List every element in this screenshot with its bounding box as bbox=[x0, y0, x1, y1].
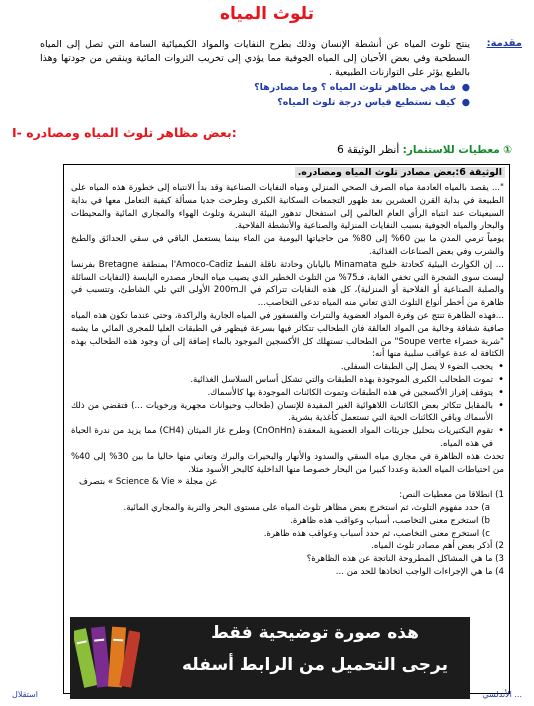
doc-paragraph: ... إن الكوارث البيئية كحادثة خليج Minamata باليابان وحادثة ناقلة النفط l'Amoco-Cadiz بمنطقة Bretagne بفرنسا ليست سوى الشجرة التي تخفي الغابة، فـ75% من التلوث الخطير الذي يصيب مياه البحار مصدره اليابسة (النفايات السائلة والصلبة الصناعية أو الفلاحية أو المنزلية)، كل هذه النفايات تتراكم في الـ200m الأولى التي تلي الشاطئ، وتتسبب في ظاهرة من أخطر أنواع التلوث الذي تعاني منه المياه تدعى التخاصب... bbox=[71, 259, 505, 309]
doc-source: عن مجلة « Science & Vie » بتصرف bbox=[79, 477, 218, 488]
doc-question: b) استخرج معنى التخاصب، أسباب وعواقب هذه ظاهرة. bbox=[290, 515, 490, 526]
subsection-label: معطيات للاستثمار: bbox=[402, 144, 500, 156]
intro-question-1: ●فما هي مظاهر تلوث المياه ؟ وما مصادرها؟ bbox=[254, 82, 470, 93]
bullet-icon: ● bbox=[461, 97, 470, 108]
doc-bullet: • بالمقابل تتكاثر بعض الكائنات اللاهوائية الغير المفيدة للإنسان (طحالب وحيوانات مجهرية ورخويات ...) فتقضي من ذلك الأسماك وباقي الكائنات الحية التي تستعمل كأغذية بشرية. bbox=[71, 400, 504, 426]
doc-paragraph: يومياً ترمي المدن ما بين 60% إلى 80% من حاجياتها اليومية من الماء بينما يستعمل الباقي في سقي الحدائق والطبخ والشرب وفي بعض الصناعات الغذائية. bbox=[71, 234, 505, 257]
document-body bbox=[71, 182, 504, 579]
footer-left: استقلال bbox=[12, 690, 38, 699]
intro-label: مقدمة: bbox=[486, 38, 522, 49]
section-heading: I- بعض مظاهر تلوث المياه ومصادره: bbox=[12, 125, 237, 140]
doc-question: 1) انطلاقا من معطيات النص: bbox=[399, 490, 504, 501]
doc-paragraph: "... يقصد بالمياه العادمة مياه الصرف الصحي المنزلي ومياه النفايات الصناعية وقد بدأ الانتباه إلى خطورة هذه المياه على الطبيعة في بداية القرن العشرين بعد ظهور التجمعات السكانية الكبرى وطرحت جديا مسألة كيفية التعامل معها في بداية السبعينات عند انتباه الرأي العام العالمي إلى استفحال تدهور البيئة البشرية وتلوث الهواء والمجاري المائية والمحيطات والبحار والمياه الجوفية بسبب النفايات المنزلية والصناعية والأنشطة الفلاحية. bbox=[71, 183, 504, 232]
footer-right: ... الأندلسي bbox=[482, 690, 522, 699]
doc-bullet: • تموت الطحالب الكبرى الموجودة بهذه الطبقات والتي تشكل أساس السلاسل الغذائية. bbox=[71, 374, 504, 387]
bullet-icon: ● bbox=[461, 82, 470, 93]
doc-question: 2) أذكر بعض أهم مصادر تلوث المياه. bbox=[371, 541, 504, 552]
doc-bullet: • يتوقف إفراز الأكسجين في هذه الطبقات وتموت الكائنات الموجودة بها كالأسماك. bbox=[71, 387, 504, 400]
doc-paragraph: ...فهذه الظاهرة تنتج عن وفرة المواد العضوية والنترات والفسفور في المياه الجارية والراكدة، وحتى عندما تكون هذه المياه صافية شفافة وخالية من المواد العالقة فان الطحالب تتكاثر فيها بسرعة فيظهر في الطبقات العليا للمجرى المائي ما يشبه "شربة خضراء Soupe verte" من الطحالب تستهلك كل الأكسجين الموجود بالماء إضافة إلى أن وجود هذه الطحالب بهذه الكثافة له عدة عواقب سلبية منها أنه: bbox=[71, 310, 505, 360]
document-heading: الوثيقة 6:بعض مصادر تلوث المياه ومصادره. bbox=[295, 167, 505, 178]
watermark-line-2: يرجى التحميل من الرابط أسفله bbox=[181, 655, 449, 675]
number-circle-icon: ① bbox=[503, 144, 512, 156]
doc-bullet: • يحجب الضوء لا يصل إلى الطبقات السفلى. bbox=[71, 361, 504, 374]
doc-closing: تحدث هذه الظاهرة في مجاري مياه السقي والسدود والأنهار والبحيرات والبرك وتعاني منها حاليا ما بين 30% إلى 40% من احتياطات المياه العذبة وعددا كبيرا من البحار خصوصا منها الداخلية كالبحر الأسود مثلا. bbox=[71, 451, 504, 475]
doc-question: a) حدد مفهوم التلوث، ثم استخرج بعض مظاهر تلوث المياه على مستوى البحر والتربة والمجاري المائية. bbox=[123, 502, 490, 513]
books-icon bbox=[74, 623, 140, 693]
page-title: تلوث المياه bbox=[220, 4, 314, 24]
intro-question-2: ●كيف نستطيع قياس درجة تلوث المياه؟ bbox=[277, 97, 470, 108]
doc-question: 3) ما هي المشاكل المطروحة الناتجة عن هذه الظاهرة؟ bbox=[306, 554, 504, 565]
doc-bullet: • تقوم البكتيريات بتحليل جزيئات المواد العضوية المعقدة (CnOnHn) وطرح غاز الميثان (CH4) مما يزيد من ندرة الحياة في هذه المياه. bbox=[71, 425, 504, 451]
watermark-line-1: هذه صورة توضيحية فقط bbox=[211, 623, 419, 643]
doc-question: 4) ما هي الإجراءات الواجب اتخاذها للحد من ... bbox=[335, 566, 504, 577]
subsection-line bbox=[12, 144, 512, 156]
intro-text: ينتج تلوث المياه عن أنشطة الإنسان وذلك بطرح النفايات والمواد الكيميائية السامة التي تصل إلى المياه السطحية وفي بعض الأحيان إلى المياه الجوفية مما يؤدي إلى تخريب الثروات المائية وينقص من جودتها وهذا بالطبع يؤثر على التوازنات الطبيعية . bbox=[40, 39, 470, 78]
document-box bbox=[63, 164, 510, 694]
doc-question: c) استخرج معنى التخاصب، ثم حدد أسباب وعواقب هذه ظاهرة. bbox=[263, 528, 490, 539]
subsection-text: أنظر الوثيقة 6 bbox=[337, 144, 400, 156]
